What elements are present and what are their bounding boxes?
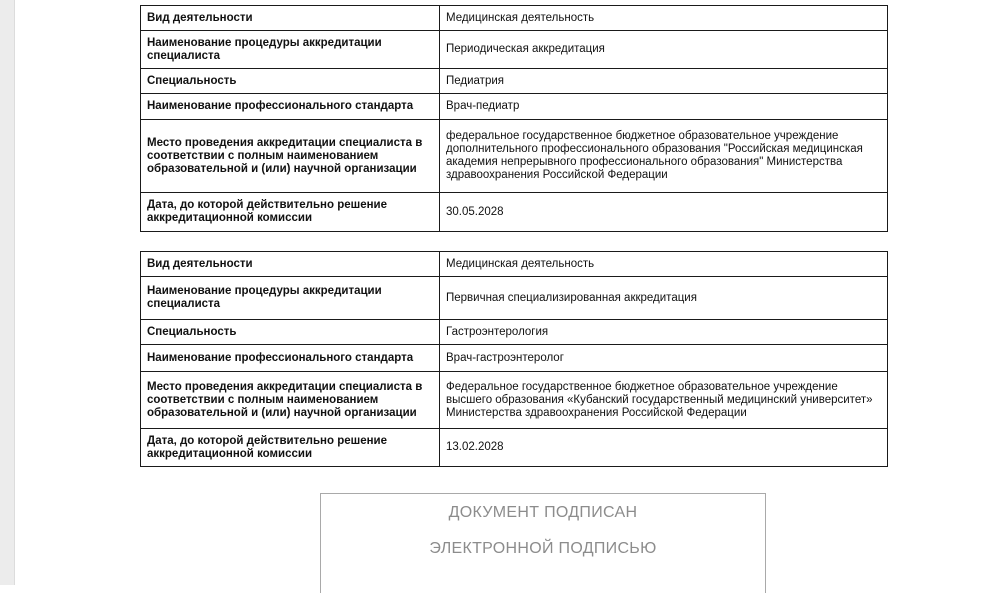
professional-standard-value: Врач-гастроэнтеролог — [440, 345, 888, 372]
professional-standard-label: Наименование профессионального стандарта — [141, 94, 440, 120]
accreditation-table-primary — [140, 251, 888, 467]
accreditation-place-value: федеральное государственное бюджетное образовательное учреждение дополнительного профессионального образования "Российская медицинская академия непрерывного профессионального образования" Министерства здравоохранения Российской Федерации — [440, 120, 888, 193]
table-row — [141, 345, 888, 372]
table-row — [141, 94, 888, 120]
table-row — [141, 429, 888, 467]
table-row — [141, 120, 888, 193]
table-row — [141, 320, 888, 345]
specialty-value: Педиатрия — [440, 69, 888, 94]
procedure-name-label: Наименование процедуры аккредитации специалиста — [141, 277, 440, 320]
stamp-line-2: ЭЛЕКТРОННОЙ ПОДПИСЬЮ — [429, 540, 657, 557]
activity-type-label: Вид деятельности — [141, 6, 440, 31]
table-row — [141, 31, 888, 69]
valid-until-value: 13.02.2028 — [440, 429, 888, 467]
professional-standard-value: Врач-педиатр — [440, 94, 888, 120]
valid-until-label: Дата, до которой действительно решение аккредитационной комиссии — [141, 193, 440, 232]
accreditation-place-label: Место проведения аккредитации специалиста в соответствии с полным наименованием образовательной и (или) научной организации — [141, 372, 440, 429]
left-margin-bar — [0, 0, 14, 585]
table-row — [141, 277, 888, 320]
professional-standard-label: Наименование профессионального стандарта — [141, 345, 440, 372]
accreditation-place-label: Место проведения аккредитации специалиста в соответствии с полным наименованием образовательной и (или) научной организации — [141, 120, 440, 193]
specialty-label: Специальность — [141, 320, 440, 345]
specialty-label: Специальность — [141, 69, 440, 94]
table-row — [141, 6, 888, 31]
activity-type-value: Медицинская деятельность — [440, 6, 888, 31]
table-row — [141, 193, 888, 232]
accreditation-place-value: Федеральное государственное бюджетное образовательное учреждение высшего образования «Кубанский государственный медицинский университет» Министерства здравоохранения Российской Федерации — [440, 372, 888, 429]
valid-until-value: 30.05.2028 — [440, 193, 888, 232]
specialty-value: Гастроэнтерология — [440, 320, 888, 345]
table-row — [141, 252, 888, 277]
valid-until-label: Дата, до которой действительно решение аккредитационной комиссии — [141, 429, 440, 467]
electronic-signature-stamp — [320, 493, 766, 593]
procedure-name-label: Наименование процедуры аккредитации специалиста — [141, 31, 440, 69]
table-row — [141, 372, 888, 429]
activity-type-label: Вид деятельности — [141, 252, 440, 277]
left-margin-divider — [14, 0, 15, 585]
stamp-line-1: ДОКУМЕНТ ПОДПИСАН — [448, 504, 638, 521]
table-row — [141, 69, 888, 94]
activity-type-value: Медицинская деятельность — [440, 252, 888, 277]
accreditation-table-periodic — [140, 5, 888, 232]
procedure-name-value: Первичная специализированная аккредитация — [440, 277, 888, 320]
procedure-name-value: Периодическая аккредитация — [440, 31, 888, 69]
